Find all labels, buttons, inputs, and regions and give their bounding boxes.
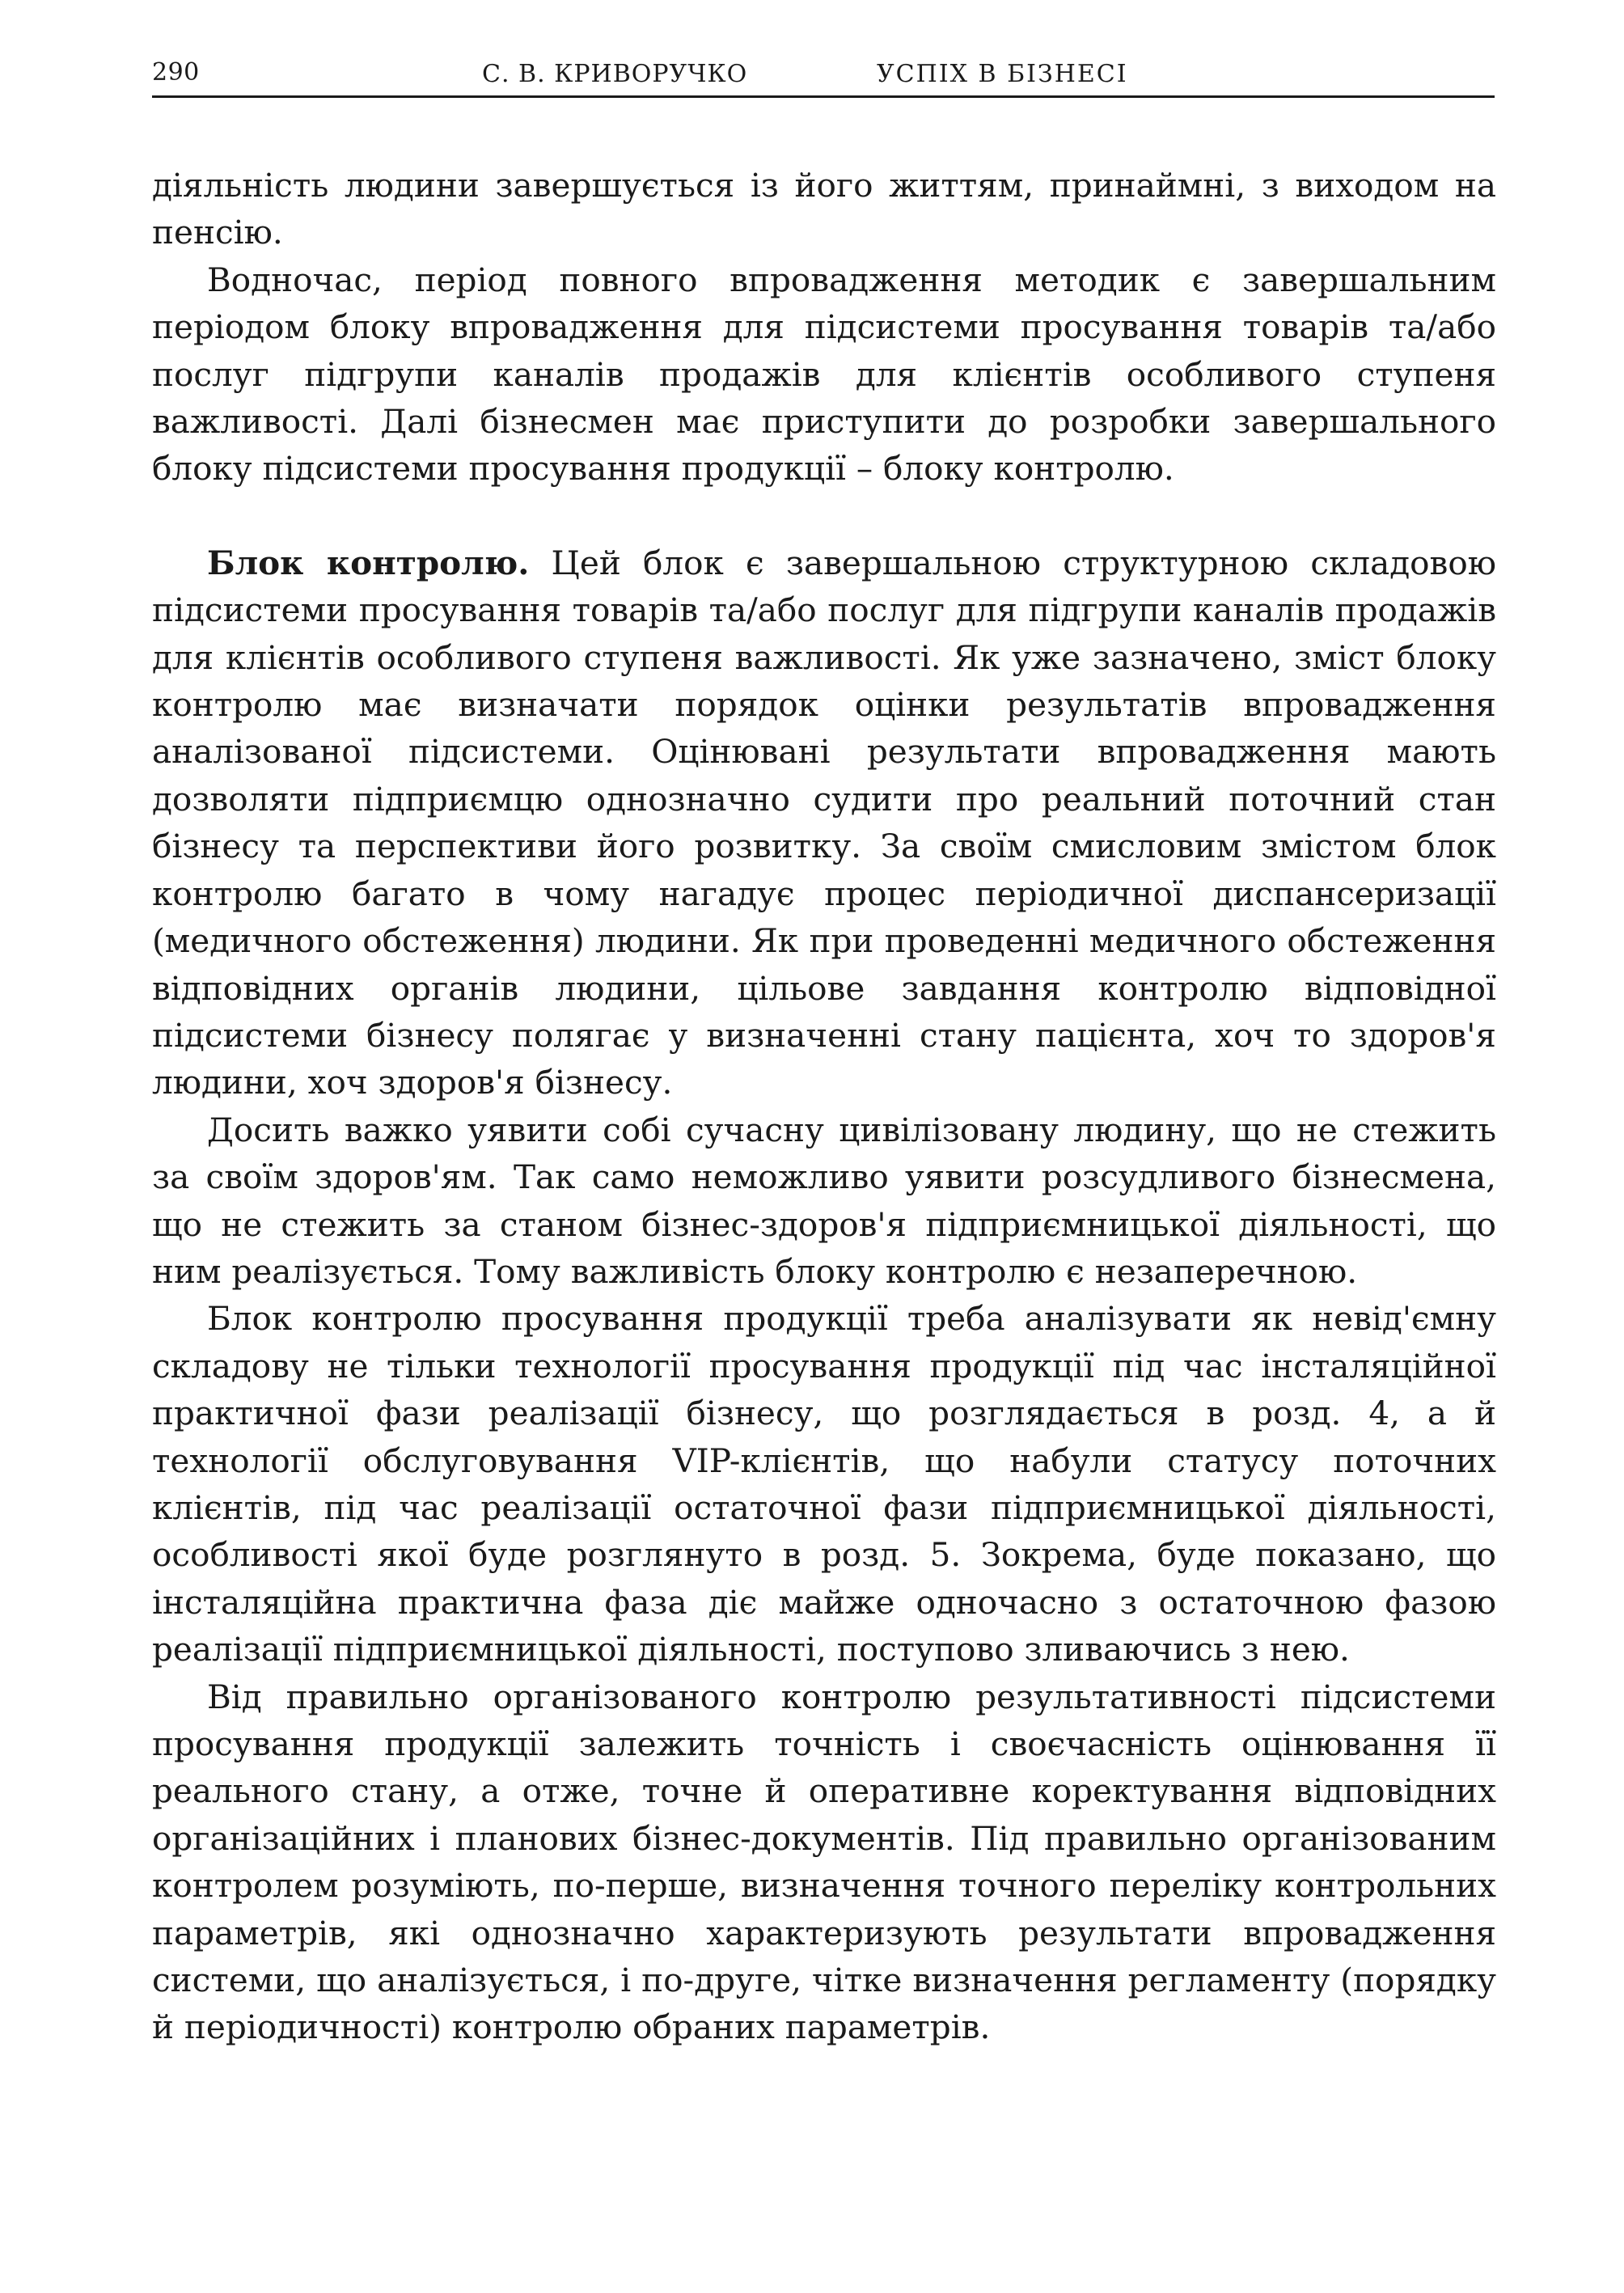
paragraph: Водночас, період повного впровадження методик є завершальним періодом блоку впровадження для підсистеми просування товарів та/або послуг підгрупи каналів продажів для клієнтів особливого ступеня важливості. Далі бізнесмен має приступити до розробки завершального блоку підсистеми просування продукції – блоку контролю.: [152, 260, 1496, 489]
running-title: УСПІХ В БІЗНЕСІ: [877, 60, 1128, 88]
page-number: 290: [152, 58, 200, 87]
paragraph-continuation: діяльність людини завершується із його життям, принаймні, з виходом на пенсію.: [152, 166, 1496, 252]
running-header: [152, 53, 1495, 98]
paragraph-block-control: [152, 539, 1496, 1106]
paragraph: Досить важко уявити собі сучасну цивілізовану людину, що не стежить за своїм здоров'ям. Так само неможливо уявити розсудливого бізнесмена, що не стежить за станом бізнес-здоров'я підприємницької діяльності, що ним реалізується. Тому важливість блоку контролю є незаперечною.: [152, 1110, 1496, 1291]
running-author: С. В. КРИВОРУЧКО: [482, 60, 748, 88]
paragraph-text: Цей блок є завершальною структурною складовою підсистеми просування товарів та/або послуг для підгрупи каналів продажів для клієнтів особливого ступеня важливості. Як уже зазначено, зміст блоку контролю має визначати порядок оцінки результатів впровадження аналізованої підсистеми. Оцінювані результати впровадження мають дозволяти підприємцю однозначно судити про реальний поточний стан бізнесу та перспективи його розвитку. За своїм смисловим змістом блок контролю багато в чому нагадує процес періодичної диспансеризації (медичного обстеження) людини. Як при проведенні медичного обстеження відповідних органів людини, цільове завдання контролю відповідної підсистеми бізнесу полягає у визначенні стану пацієнта, хоч то здоров'я людини, хоч здоров'я бізнесу.: [152, 543, 1496, 1102]
paragraph: Блок контролю просування продукції треба аналізувати як невід'ємну складову не тільки технології просування продукції під час інсталяційної практичної фази реалізації бізнесу, що розглядається в розд. 4, а й технології обслуговування VIP-клієнтів, що набули статусу поточних клієнтів, під час реалізації остаточної фази підприємницької діяльності, особливості якої буде розглянуто в розд. 5. Зокрема, буде показано, що інсталяційна практична фаза діє майже одночасно з остаточною фазою реалізації підприємницької діяльності, поступово зливаючись з нею.: [152, 1299, 1496, 1669]
paragraph: Від правильно організованого контролю результативності підсистеми просування продукції залежить точність і своєчасність оцінювання її реального стану, а отже, точне й оперативне коректування відповідних організаційних і планових бізнес-документів. Під правильно організованим контролем розуміють, по-перше, визначення точного переліку контрольних параметрів, які однозначно характеризують результати впровадження системи, що аналізується, і по-друге, чітке визначення регламенту (порядку й періодичності) контролю обраних параметрів.: [152, 1677, 1496, 2047]
body-text: [152, 162, 1496, 2051]
section-lead-heading: Блок контролю.: [207, 543, 530, 582]
